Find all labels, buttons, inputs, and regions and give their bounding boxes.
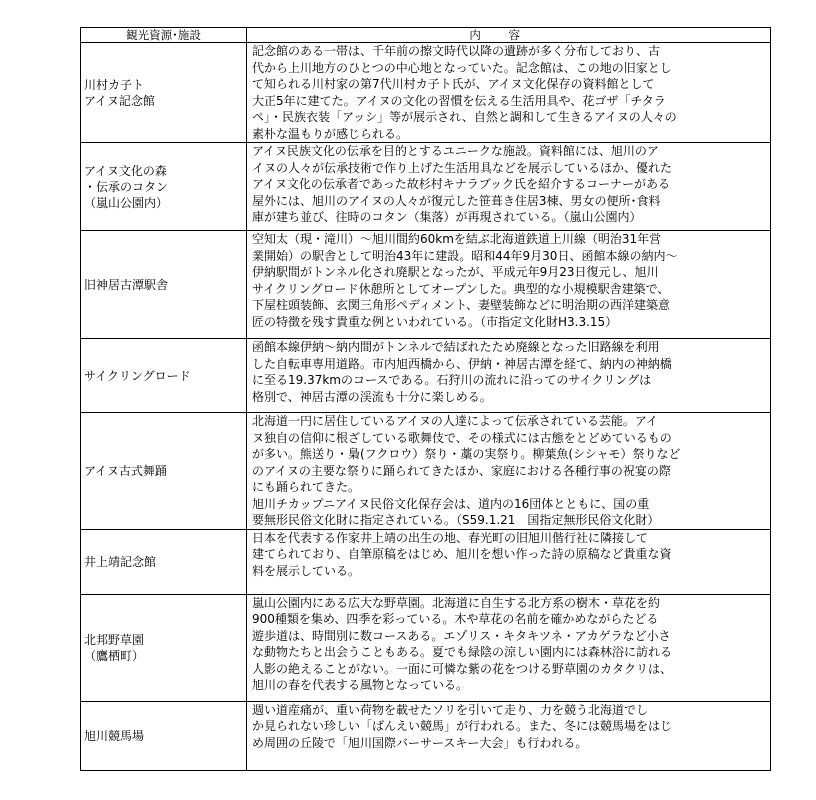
description-line: 日本を代表する作家井上靖の出生の地、春光町の旧旭川偕行社に隣接して — [252, 530, 649, 545]
page-bottom-margin — [80, 786, 770, 787]
resource-name-cell — [81, 231, 247, 339]
description-line: アイヌ民族文化の伝承を目的とするユニークな施設。資料館には、旭川のア — [252, 144, 659, 158]
description-line: に至る19.37kmのコースである。石狩川の流れに沿ってのサイクリングは — [252, 373, 652, 387]
resource-name-line: 旧神居古潭駅舎 — [84, 277, 169, 292]
header-content — [247, 28, 771, 43]
description-line: 庫が建ち並び、往時のコタン（集落）が再現されている。（嵐山公園内） — [252, 210, 642, 224]
resource-name-line: 旭川競馬場 — [84, 728, 145, 743]
resource-description-cell — [247, 594, 771, 701]
description-line: 代から上川地方のひとつの中心地となっていた。記念館は、この地の旧家とし — [252, 60, 672, 75]
header-resource-facility: 観光資源･施設 — [81, 28, 247, 43]
description-line: 料を展示している。 — [252, 563, 361, 578]
description-line: した自転車専用道路。市内旭西橋から、伊納・神居古潭を経て、納内の神納橋 — [252, 356, 672, 371]
description-line: 建てられており、自筆原稿をはじめ、旭川を想い作った詩の原稿など貴重な資 — [252, 547, 672, 561]
description-line: な動物たちと出会うこともある。夏でも緑陰の涼しい園内には森林浴に訪れる — [252, 645, 673, 659]
description-line: アイヌ文化の伝承者であった故杉村キナラブック氏を紹介するコーナーがある — [252, 177, 670, 191]
description-line: 格別で、神居古潭の渓流も十分に楽しめる。 — [252, 389, 492, 404]
resource-name-line: （鷹栖町） — [84, 648, 145, 663]
description-line: 900種類を集め、四季を彩っている。木や草花の名前を確かめながらたどる — [252, 612, 659, 626]
resource-name-line: アイヌ文化の森 — [84, 163, 167, 178]
table-row — [81, 413, 771, 530]
description-line: 要無形民俗文化財に指定されている。（S59.1.21 国指定無形民俗文化財） — [252, 513, 660, 527]
table-header — [81, 28, 771, 43]
resource-name-line: ・伝承のコタン — [84, 179, 169, 194]
description-line: 北海道一円に居住しているアイヌの人達によって伝承されている芸能。アイ — [252, 414, 658, 428]
resource-name-cell — [81, 529, 247, 594]
description-line: 屋外には、旭川のアイヌの人々が復元した笹葺き住居3棟、男女の便所･食料 — [252, 193, 661, 208]
table-row — [81, 594, 771, 701]
description-line: 空知太（現・滝川）～旭川間約60kmを結ぶ北海道鉄道上川線（明治31年営 — [252, 232, 662, 246]
description-line: ヌ独自の信仰に根ざしている歌舞伎で、その様式には古態をとどめているもの — [252, 430, 672, 445]
resource-name-cell — [81, 413, 247, 530]
resource-name-cell — [81, 143, 247, 231]
header-content-label: 内容 — [469, 28, 548, 42]
resource-name-line: サイクリングロード — [84, 368, 191, 383]
description-line: か見られない珍しい「ばんえい競馬」が行われる。また、冬には競馬場をはじ — [252, 719, 673, 733]
description-line: サイクリングロード休憩所としてオープンした。典型的な小規模駅舎建築で、 — [252, 281, 670, 296]
description-line: 下屋柱頭装飾、玄関三角形ペディメント、妻壁装飾などに明治期の西洋建築意 — [252, 298, 670, 312]
description-line: 伊納駅間がトンネル化され廃駅となったが、平成元年9月23日復元し、旭川 — [252, 265, 659, 279]
description-line: 大正5年に建てた。アイヌの文化の習慣を伝える生活用具や、花ゴザ「チタラ — [252, 93, 666, 108]
resource-name-line: アイヌ記念館 — [84, 93, 155, 108]
resource-name-cell — [81, 594, 247, 701]
description-line: め周囲の丘陵で「旭川国際バーサースキー大会」も行われる。 — [252, 735, 588, 750]
table-row — [81, 701, 771, 770]
description-line: 函館本線伊納～納内間がトンネルで結ばれたため廃線となった旧路線を利用 — [252, 340, 660, 354]
table-row — [81, 43, 771, 143]
description-line: 人影の絶えることがない。一面に可憐な紫の花をつける野草園のカタクリは、 — [252, 661, 673, 676]
resource-name-cell — [81, 43, 247, 143]
description-line: 業開始）の駅舎として明治43年に建設。昭和44年9月30日、函館本線の納内～ — [252, 248, 678, 263]
description-line: 記念館のある一帯は、千年前の擦文時代以降の遺跡が多く分布しており、古 — [252, 44, 661, 58]
description-line: 旭川の春を代表する風物となっている。 — [252, 678, 469, 692]
resource-description-cell — [247, 231, 771, 339]
header-row — [81, 28, 771, 43]
resource-description-cell — [247, 43, 771, 143]
table-body — [81, 43, 771, 771]
tourism-resources-table — [80, 27, 771, 771]
resource-description-cell — [247, 143, 771, 231]
document-sheet — [80, 27, 771, 771]
description-line: 嵐山公園内にある広大な野草園。北海道に自生する北方系の樹木・草花を約 — [252, 595, 661, 610]
resource-name-line: 川村カ子ト — [84, 77, 145, 92]
table-row — [81, 143, 771, 231]
resource-name-line: 井上靖記念館 — [84, 554, 157, 569]
resource-name-line: アイヌ古式舞踊 — [84, 463, 167, 478]
description-line: て知られる川村家の第7代川村カ子ト氏が、アイヌ文化保存の資料館として — [252, 77, 655, 91]
description-line: 素朴な温もりが感じられる。 — [252, 126, 409, 141]
resource-name-cell — [81, 339, 247, 413]
description-line: 旭川チカップニアイヌ民俗文化保存会は、道内の16団体とともに、国の重 — [252, 496, 650, 511]
table-row — [81, 529, 771, 594]
description-line: が多い。熊送り・梟(フクロウ）祭り・藁の実祭り。柳葉魚(シシャモ）祭りなど — [252, 447, 681, 461]
table-row — [81, 339, 771, 413]
description-line: 匠の特徴を残す貴重な例といわれている。（市指定文化財H3.3.15） — [252, 314, 618, 329]
table-row — [81, 231, 771, 339]
resource-name-line: （嵐山公園内） — [84, 195, 169, 210]
description-line: 週い道産痛が、重い荷物を載せたソリを引いて走り、力を競う北海道でし — [252, 702, 649, 717]
resource-name-line: 北邦野草園 — [84, 632, 145, 647]
description-line: イヌの人々が伝承技術で作り上げた生活用具などを展示しているほか、優れた — [252, 160, 673, 175]
description-line: ペ」・民族衣装「アッシ」等が展示され、自然と調和して生きるアイヌの人々の — [252, 110, 677, 124]
resource-description-cell — [247, 529, 771, 594]
resource-description-cell — [247, 701, 771, 770]
resource-description-cell — [247, 413, 771, 530]
description-line: 遊歩道は、時間別に数コースある。エゾリス・キタキツネ・アカゲラなど小さ — [252, 628, 671, 643]
description-line: のアイヌの主要な祭りに踊られてきたほか、家庭における各種行事の祝宴の際 — [252, 463, 671, 478]
description-line: にも踊られてきた。 — [252, 480, 361, 494]
resource-description-cell — [247, 339, 771, 413]
resource-name-cell — [81, 701, 247, 770]
